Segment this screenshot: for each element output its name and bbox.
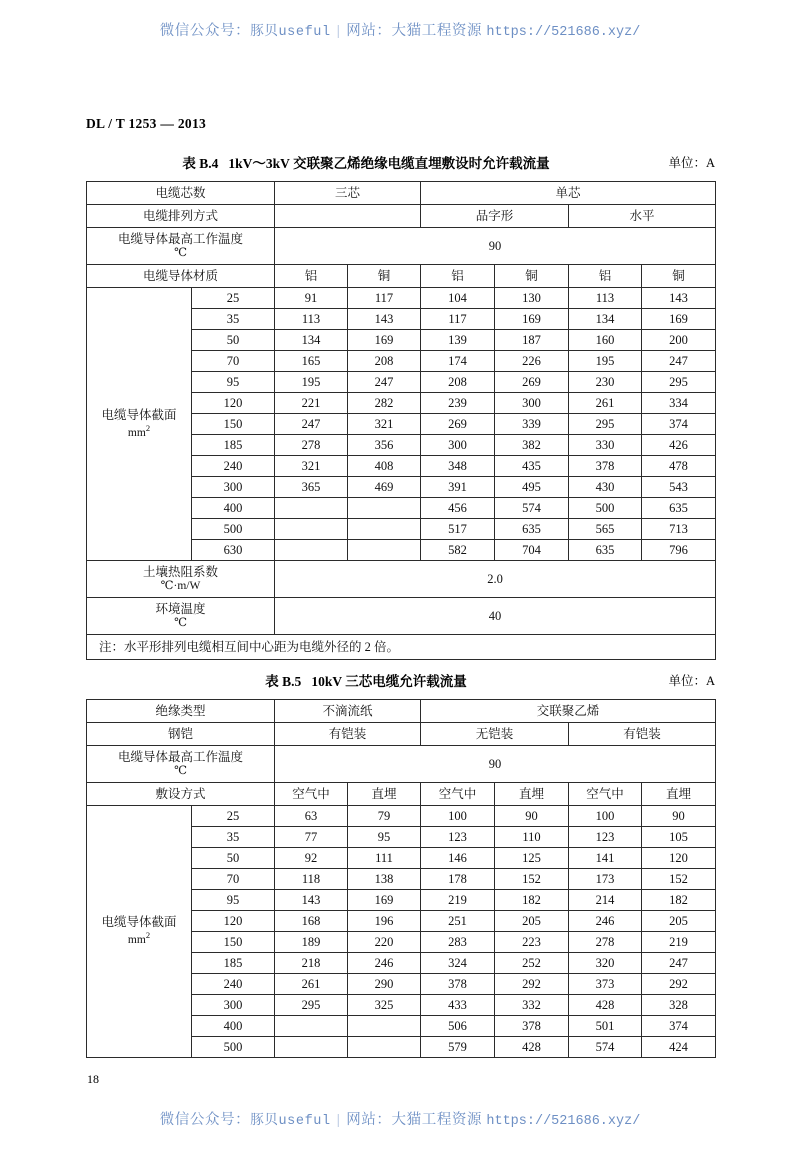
b4-v-9-1: 469 <box>348 477 421 498</box>
b5-max-temp-value: 90 <box>275 746 716 783</box>
watermark-wechat-value: 豚贝useful <box>250 25 331 40</box>
b4-v-12-0 <box>275 540 348 561</box>
table-b5-title: 10kV 三芯电缆允许载流量 <box>311 674 467 689</box>
b4-v-5-5: 334 <box>642 393 716 414</box>
b4-soil-value: 2.0 <box>275 561 716 598</box>
b4-soil-text: 土壤热阻系数 <box>143 564 219 579</box>
b4-section-2: 50 <box>192 330 275 351</box>
b5-v-3-5: 152 <box>642 869 716 890</box>
b4-arrangement-flat: 水平 <box>569 205 716 228</box>
b4-section-unit-sup: 2 <box>145 422 151 433</box>
b5-laying-1: 直埋 <box>348 783 421 806</box>
b5-laying-2: 空气中 <box>421 783 495 806</box>
b4-section-text: 电缆导体截面 <box>101 407 177 422</box>
b5-v-0-2: 100 <box>421 806 495 827</box>
b5-v-10-0 <box>275 1016 348 1037</box>
b5-armour-0: 有铠装 <box>275 723 421 746</box>
b5-v-5-5: 205 <box>642 911 716 932</box>
b4-v-0-0: 91 <box>275 288 348 309</box>
b5-max-temp-unit: ℃ <box>174 764 187 777</box>
b5-section-2: 50 <box>192 848 275 869</box>
b4-v-3-4: 195 <box>569 351 642 372</box>
b4-v-6-5: 374 <box>642 414 716 435</box>
b4-max-temp-unit: ℃ <box>174 246 187 259</box>
b4-soil-unit: ℃·m/W <box>160 579 201 592</box>
b5-label-max-temp <box>87 746 275 783</box>
b5-v-7-4: 320 <box>569 953 642 974</box>
b5-v-8-2: 378 <box>421 974 495 995</box>
b4-section-1: 35 <box>192 309 275 330</box>
b4-label-max-temp <box>87 228 275 265</box>
b4-v-1-1: 143 <box>348 309 421 330</box>
b5-v-0-3: 90 <box>495 806 569 827</box>
b5-v-11-4: 574 <box>569 1037 642 1058</box>
b4-v-0-1: 117 <box>348 288 421 309</box>
b4-material-1: 铜 <box>348 265 421 288</box>
b5-section-unit-sup: 2 <box>145 930 151 941</box>
b4-section-8: 240 <box>192 456 275 477</box>
b5-v-4-2: 219 <box>421 890 495 911</box>
watermark-bottom <box>0 1108 800 1129</box>
b5-v-10-2: 506 <box>421 1016 495 1037</box>
watermark-bottom-wechat-label: 微信公众号： <box>159 1112 251 1128</box>
b5-v-6-1: 220 <box>348 932 421 953</box>
b4-v-11-4: 565 <box>569 519 642 540</box>
table-row <box>87 561 716 598</box>
watermark-bottom-site-label: 网站： <box>346 1112 392 1128</box>
b5-v-9-0: 295 <box>275 995 348 1016</box>
table-row <box>87 700 716 723</box>
b5-section-6: 150 <box>192 932 275 953</box>
b4-v-11-2: 517 <box>421 519 495 540</box>
b5-v-0-5: 90 <box>642 806 716 827</box>
watermark-site-value: 大猫工程资源 <box>391 23 483 39</box>
b4-v-2-5: 200 <box>642 330 716 351</box>
b4-v-1-4: 134 <box>569 309 642 330</box>
b5-v-7-0: 218 <box>275 953 348 974</box>
b5-v-9-3: 332 <box>495 995 569 1016</box>
b4-label-arrangement: 电缆排列方式 <box>87 205 275 228</box>
b4-v-0-4: 113 <box>569 288 642 309</box>
b5-section-0: 25 <box>192 806 275 827</box>
b4-material-3: 铜 <box>495 265 569 288</box>
b5-v-10-5: 374 <box>642 1016 716 1037</box>
standard-code: DL / T 1253 — 2013 <box>86 116 207 131</box>
b5-v-6-0: 189 <box>275 932 348 953</box>
b5-label-section <box>87 806 192 1058</box>
table-row <box>87 635 716 660</box>
table-b4-number: 表 B.4 <box>182 156 219 171</box>
b4-core-count-single: 单芯 <box>421 182 716 205</box>
b5-v-7-3: 252 <box>495 953 569 974</box>
b5-v-6-5: 219 <box>642 932 716 953</box>
b4-v-2-4: 160 <box>569 330 642 351</box>
b4-section-6: 150 <box>192 414 275 435</box>
table-row <box>87 806 716 827</box>
b4-v-3-0: 165 <box>275 351 348 372</box>
table-row <box>87 723 716 746</box>
b4-section-10: 400 <box>192 498 275 519</box>
b4-v-8-4: 378 <box>569 456 642 477</box>
table-b5 <box>86 699 716 1058</box>
b5-v-11-3: 428 <box>495 1037 569 1058</box>
b5-section-11: 500 <box>192 1037 275 1058</box>
b4-v-10-0 <box>275 498 348 519</box>
b5-laying-0: 空气中 <box>275 783 348 806</box>
b5-section-text: 电缆导体截面 <box>101 915 177 930</box>
b5-v-6-3: 223 <box>495 932 569 953</box>
b4-v-9-4: 430 <box>569 477 642 498</box>
b4-v-4-5: 295 <box>642 372 716 393</box>
b4-label-core-count: 电缆芯数 <box>87 182 275 205</box>
b5-v-9-2: 433 <box>421 995 495 1016</box>
b4-v-3-2: 174 <box>421 351 495 372</box>
b5-v-7-5: 247 <box>642 953 716 974</box>
b5-v-3-3: 152 <box>495 869 569 890</box>
b5-laying-4: 空气中 <box>569 783 642 806</box>
b5-v-3-1: 138 <box>348 869 421 890</box>
b5-section-1: 35 <box>192 827 275 848</box>
b5-v-2-2: 146 <box>421 848 495 869</box>
table-row <box>87 598 716 635</box>
b4-v-8-3: 435 <box>495 456 569 477</box>
b4-max-temp-text: 电缆导体最高工作温度 <box>118 231 244 246</box>
b4-label-ambient-temp <box>87 598 275 635</box>
b4-arrangement-blank <box>275 205 421 228</box>
b4-section-unit <box>89 423 189 440</box>
b4-v-0-2: 104 <box>421 288 495 309</box>
b4-v-2-1: 169 <box>348 330 421 351</box>
b5-v-8-1: 290 <box>348 974 421 995</box>
table-b4 <box>86 181 716 660</box>
b4-section-7: 185 <box>192 435 275 456</box>
b5-section-unit <box>89 930 189 947</box>
b4-v-4-0: 195 <box>275 372 348 393</box>
table-b5-unit: 单位：A <box>668 674 715 688</box>
b4-ambient-value: 40 <box>275 598 716 635</box>
b4-material-4: 铝 <box>569 265 642 288</box>
b4-v-8-1: 408 <box>348 456 421 477</box>
b4-max-temp-value: 90 <box>275 228 716 265</box>
b4-label-conductor-material: 电缆导体材质 <box>87 265 275 288</box>
b5-v-0-1: 79 <box>348 806 421 827</box>
b5-v-11-5: 424 <box>642 1037 716 1058</box>
b5-armour-1: 无铠装 <box>421 723 569 746</box>
b5-section-7: 185 <box>192 953 275 974</box>
b5-v-11-0 <box>275 1037 348 1058</box>
table-row <box>87 783 716 806</box>
b5-v-7-1: 246 <box>348 953 421 974</box>
b5-laying-3: 直埋 <box>495 783 569 806</box>
b5-insulation-1: 交联聚乙烯 <box>421 700 716 723</box>
b5-section-4: 95 <box>192 890 275 911</box>
b5-v-5-4: 246 <box>569 911 642 932</box>
b5-v-10-3: 378 <box>495 1016 569 1037</box>
b5-v-8-3: 292 <box>495 974 569 995</box>
b4-v-10-3: 574 <box>495 498 569 519</box>
b5-v-6-4: 278 <box>569 932 642 953</box>
b4-v-11-5: 713 <box>642 519 716 540</box>
watermark-url: https://521686.xyz/ <box>486 25 641 40</box>
b4-v-1-3: 169 <box>495 309 569 330</box>
b4-v-6-4: 295 <box>569 414 642 435</box>
table-row <box>87 265 716 288</box>
b5-v-1-4: 123 <box>569 827 642 848</box>
b4-section-4: 95 <box>192 372 275 393</box>
b4-v-5-3: 300 <box>495 393 569 414</box>
b4-v-12-4: 635 <box>569 540 642 561</box>
b5-v-3-0: 118 <box>275 869 348 890</box>
b4-v-10-4: 500 <box>569 498 642 519</box>
b4-v-1-0: 113 <box>275 309 348 330</box>
watermark-separator: | <box>336 23 341 39</box>
b4-section-0: 25 <box>192 288 275 309</box>
b4-material-0: 铝 <box>275 265 348 288</box>
b5-armour-2: 有铠装 <box>569 723 716 746</box>
b5-v-2-5: 120 <box>642 848 716 869</box>
b4-v-7-4: 330 <box>569 435 642 456</box>
b5-v-1-1: 95 <box>348 827 421 848</box>
b4-v-4-1: 247 <box>348 372 421 393</box>
b5-v-4-5: 182 <box>642 890 716 911</box>
b4-v-10-1 <box>348 498 421 519</box>
watermark-bottom-url: https://521686.xyz/ <box>486 1114 641 1129</box>
table-b4-title: 1kV～3kV 交联聚乙烯绝缘电缆直埋敷设时允许载流量 <box>228 156 550 171</box>
b5-v-9-4: 428 <box>569 995 642 1016</box>
b4-v-2-3: 187 <box>495 330 569 351</box>
watermark-bottom-wechat-value: 豚贝useful <box>250 1114 331 1129</box>
b4-note: 注：水平形排列电缆相互间中心距为电缆外径的 2 倍。 <box>87 635 716 660</box>
b5-v-4-4: 214 <box>569 890 642 911</box>
b4-v-8-2: 348 <box>421 456 495 477</box>
b4-v-11-3: 635 <box>495 519 569 540</box>
b4-label-section <box>87 288 192 561</box>
b4-v-1-5: 169 <box>642 309 716 330</box>
b5-v-8-0: 261 <box>275 974 348 995</box>
table-b5-caption <box>86 670 715 690</box>
b4-v-7-1: 356 <box>348 435 421 456</box>
table-b4-caption <box>86 152 715 172</box>
b5-v-2-3: 125 <box>495 848 569 869</box>
b4-section-unit-mm: mm <box>127 426 146 439</box>
b4-v-12-3: 704 <box>495 540 569 561</box>
b4-v-2-0: 134 <box>275 330 348 351</box>
b4-v-3-3: 226 <box>495 351 569 372</box>
b4-v-0-3: 130 <box>495 288 569 309</box>
b4-v-8-0: 321 <box>275 456 348 477</box>
b4-v-2-2: 139 <box>421 330 495 351</box>
b5-v-0-4: 100 <box>569 806 642 827</box>
watermark-bottom-site-value: 大猫工程资源 <box>391 1112 483 1128</box>
b5-max-temp-text: 电缆导体最高工作温度 <box>118 749 244 764</box>
b4-v-12-2: 582 <box>421 540 495 561</box>
b4-v-3-5: 247 <box>642 351 716 372</box>
b4-v-9-5: 543 <box>642 477 716 498</box>
b4-material-5: 铜 <box>642 265 716 288</box>
b4-section-11: 500 <box>192 519 275 540</box>
b5-v-0-0: 63 <box>275 806 348 827</box>
table-b5-number: 表 B.5 <box>265 674 302 689</box>
table-row <box>87 182 716 205</box>
b5-v-5-0: 168 <box>275 911 348 932</box>
table-row <box>87 228 716 265</box>
b5-section-unit-mm: mm <box>127 934 146 946</box>
b4-v-4-3: 269 <box>495 372 569 393</box>
b5-insulation-0: 不滴流纸 <box>275 700 421 723</box>
b5-v-1-5: 105 <box>642 827 716 848</box>
watermark-site-label: 网站： <box>346 23 392 39</box>
watermark-bottom-separator: | <box>336 1112 341 1128</box>
table-b4-caption-text <box>86 152 646 172</box>
b5-v-5-3: 205 <box>495 911 569 932</box>
b4-v-9-0: 365 <box>275 477 348 498</box>
b4-core-count-three: 三芯 <box>275 182 421 205</box>
b4-v-1-2: 117 <box>421 309 495 330</box>
b4-v-9-3: 495 <box>495 477 569 498</box>
b5-v-8-4: 373 <box>569 974 642 995</box>
b4-section-3: 70 <box>192 351 275 372</box>
b4-v-10-5: 635 <box>642 498 716 519</box>
b4-v-8-5: 478 <box>642 456 716 477</box>
b5-v-4-3: 182 <box>495 890 569 911</box>
b4-v-7-0: 278 <box>275 435 348 456</box>
b5-v-9-5: 328 <box>642 995 716 1016</box>
b4-ambient-unit: ℃ <box>174 616 187 629</box>
b5-label-armour: 钢铠 <box>87 723 275 746</box>
b4-label-soil-resistivity <box>87 561 275 598</box>
b4-v-5-0: 221 <box>275 393 348 414</box>
b5-v-2-0: 92 <box>275 848 348 869</box>
b4-v-10-2: 456 <box>421 498 495 519</box>
b5-v-11-1 <box>348 1037 421 1058</box>
b5-label-insulation-type: 绝缘类型 <box>87 700 275 723</box>
b5-v-2-1: 111 <box>348 848 421 869</box>
b4-v-7-3: 382 <box>495 435 569 456</box>
b4-ambient-text: 环境温度 <box>155 601 206 616</box>
b4-v-4-2: 208 <box>421 372 495 393</box>
b4-v-0-5: 143 <box>642 288 716 309</box>
b4-v-6-0: 247 <box>275 414 348 435</box>
b4-v-3-1: 208 <box>348 351 421 372</box>
b4-section-12: 630 <box>192 540 275 561</box>
b5-v-1-3: 110 <box>495 827 569 848</box>
b5-v-8-5: 292 <box>642 974 716 995</box>
b5-v-1-2: 123 <box>421 827 495 848</box>
b4-v-6-2: 269 <box>421 414 495 435</box>
b4-material-2: 铝 <box>421 265 495 288</box>
b5-section-3: 70 <box>192 869 275 890</box>
b5-label-laying-method: 敷设方式 <box>87 783 275 806</box>
b5-v-1-0: 77 <box>275 827 348 848</box>
b4-v-5-2: 239 <box>421 393 495 414</box>
table-b5-caption-text <box>86 670 646 690</box>
b4-v-12-1 <box>348 540 421 561</box>
b5-v-3-2: 178 <box>421 869 495 890</box>
b5-v-2-4: 141 <box>569 848 642 869</box>
b4-section-5: 120 <box>192 393 275 414</box>
b5-section-10: 400 <box>192 1016 275 1037</box>
table-b4-unit: 单位：A <box>668 156 715 170</box>
b5-v-6-2: 283 <box>421 932 495 953</box>
b4-arrangement-trefoil: 品字形 <box>421 205 569 228</box>
b5-v-3-4: 173 <box>569 869 642 890</box>
b4-v-11-0 <box>275 519 348 540</box>
b5-v-7-2: 324 <box>421 953 495 974</box>
b5-v-4-1: 169 <box>348 890 421 911</box>
b5-section-5: 120 <box>192 911 275 932</box>
b4-v-6-1: 321 <box>348 414 421 435</box>
b4-v-12-5: 796 <box>642 540 716 561</box>
b4-v-6-3: 339 <box>495 414 569 435</box>
b4-v-4-4: 230 <box>569 372 642 393</box>
b5-section-9: 300 <box>192 995 275 1016</box>
b4-v-7-2: 300 <box>421 435 495 456</box>
b4-v-11-1 <box>348 519 421 540</box>
b5-v-10-4: 501 <box>569 1016 642 1037</box>
b5-v-10-1 <box>348 1016 421 1037</box>
b5-laying-5: 直埋 <box>642 783 716 806</box>
b5-v-5-1: 196 <box>348 911 421 932</box>
b4-v-5-4: 261 <box>569 393 642 414</box>
table-row <box>87 288 716 309</box>
b5-v-9-1: 325 <box>348 995 421 1016</box>
watermark-wechat-label: 微信公众号： <box>159 23 251 39</box>
b5-v-4-0: 143 <box>275 890 348 911</box>
page-number: 18 <box>87 1072 99 1086</box>
table-row <box>87 205 716 228</box>
b4-v-5-1: 282 <box>348 393 421 414</box>
watermark-top <box>0 19 800 40</box>
b4-v-9-2: 391 <box>421 477 495 498</box>
b5-section-8: 240 <box>192 974 275 995</box>
table-row <box>87 746 716 783</box>
b5-v-5-2: 251 <box>421 911 495 932</box>
b4-section-9: 300 <box>192 477 275 498</box>
b4-v-7-5: 426 <box>642 435 716 456</box>
b5-v-11-2: 579 <box>421 1037 495 1058</box>
